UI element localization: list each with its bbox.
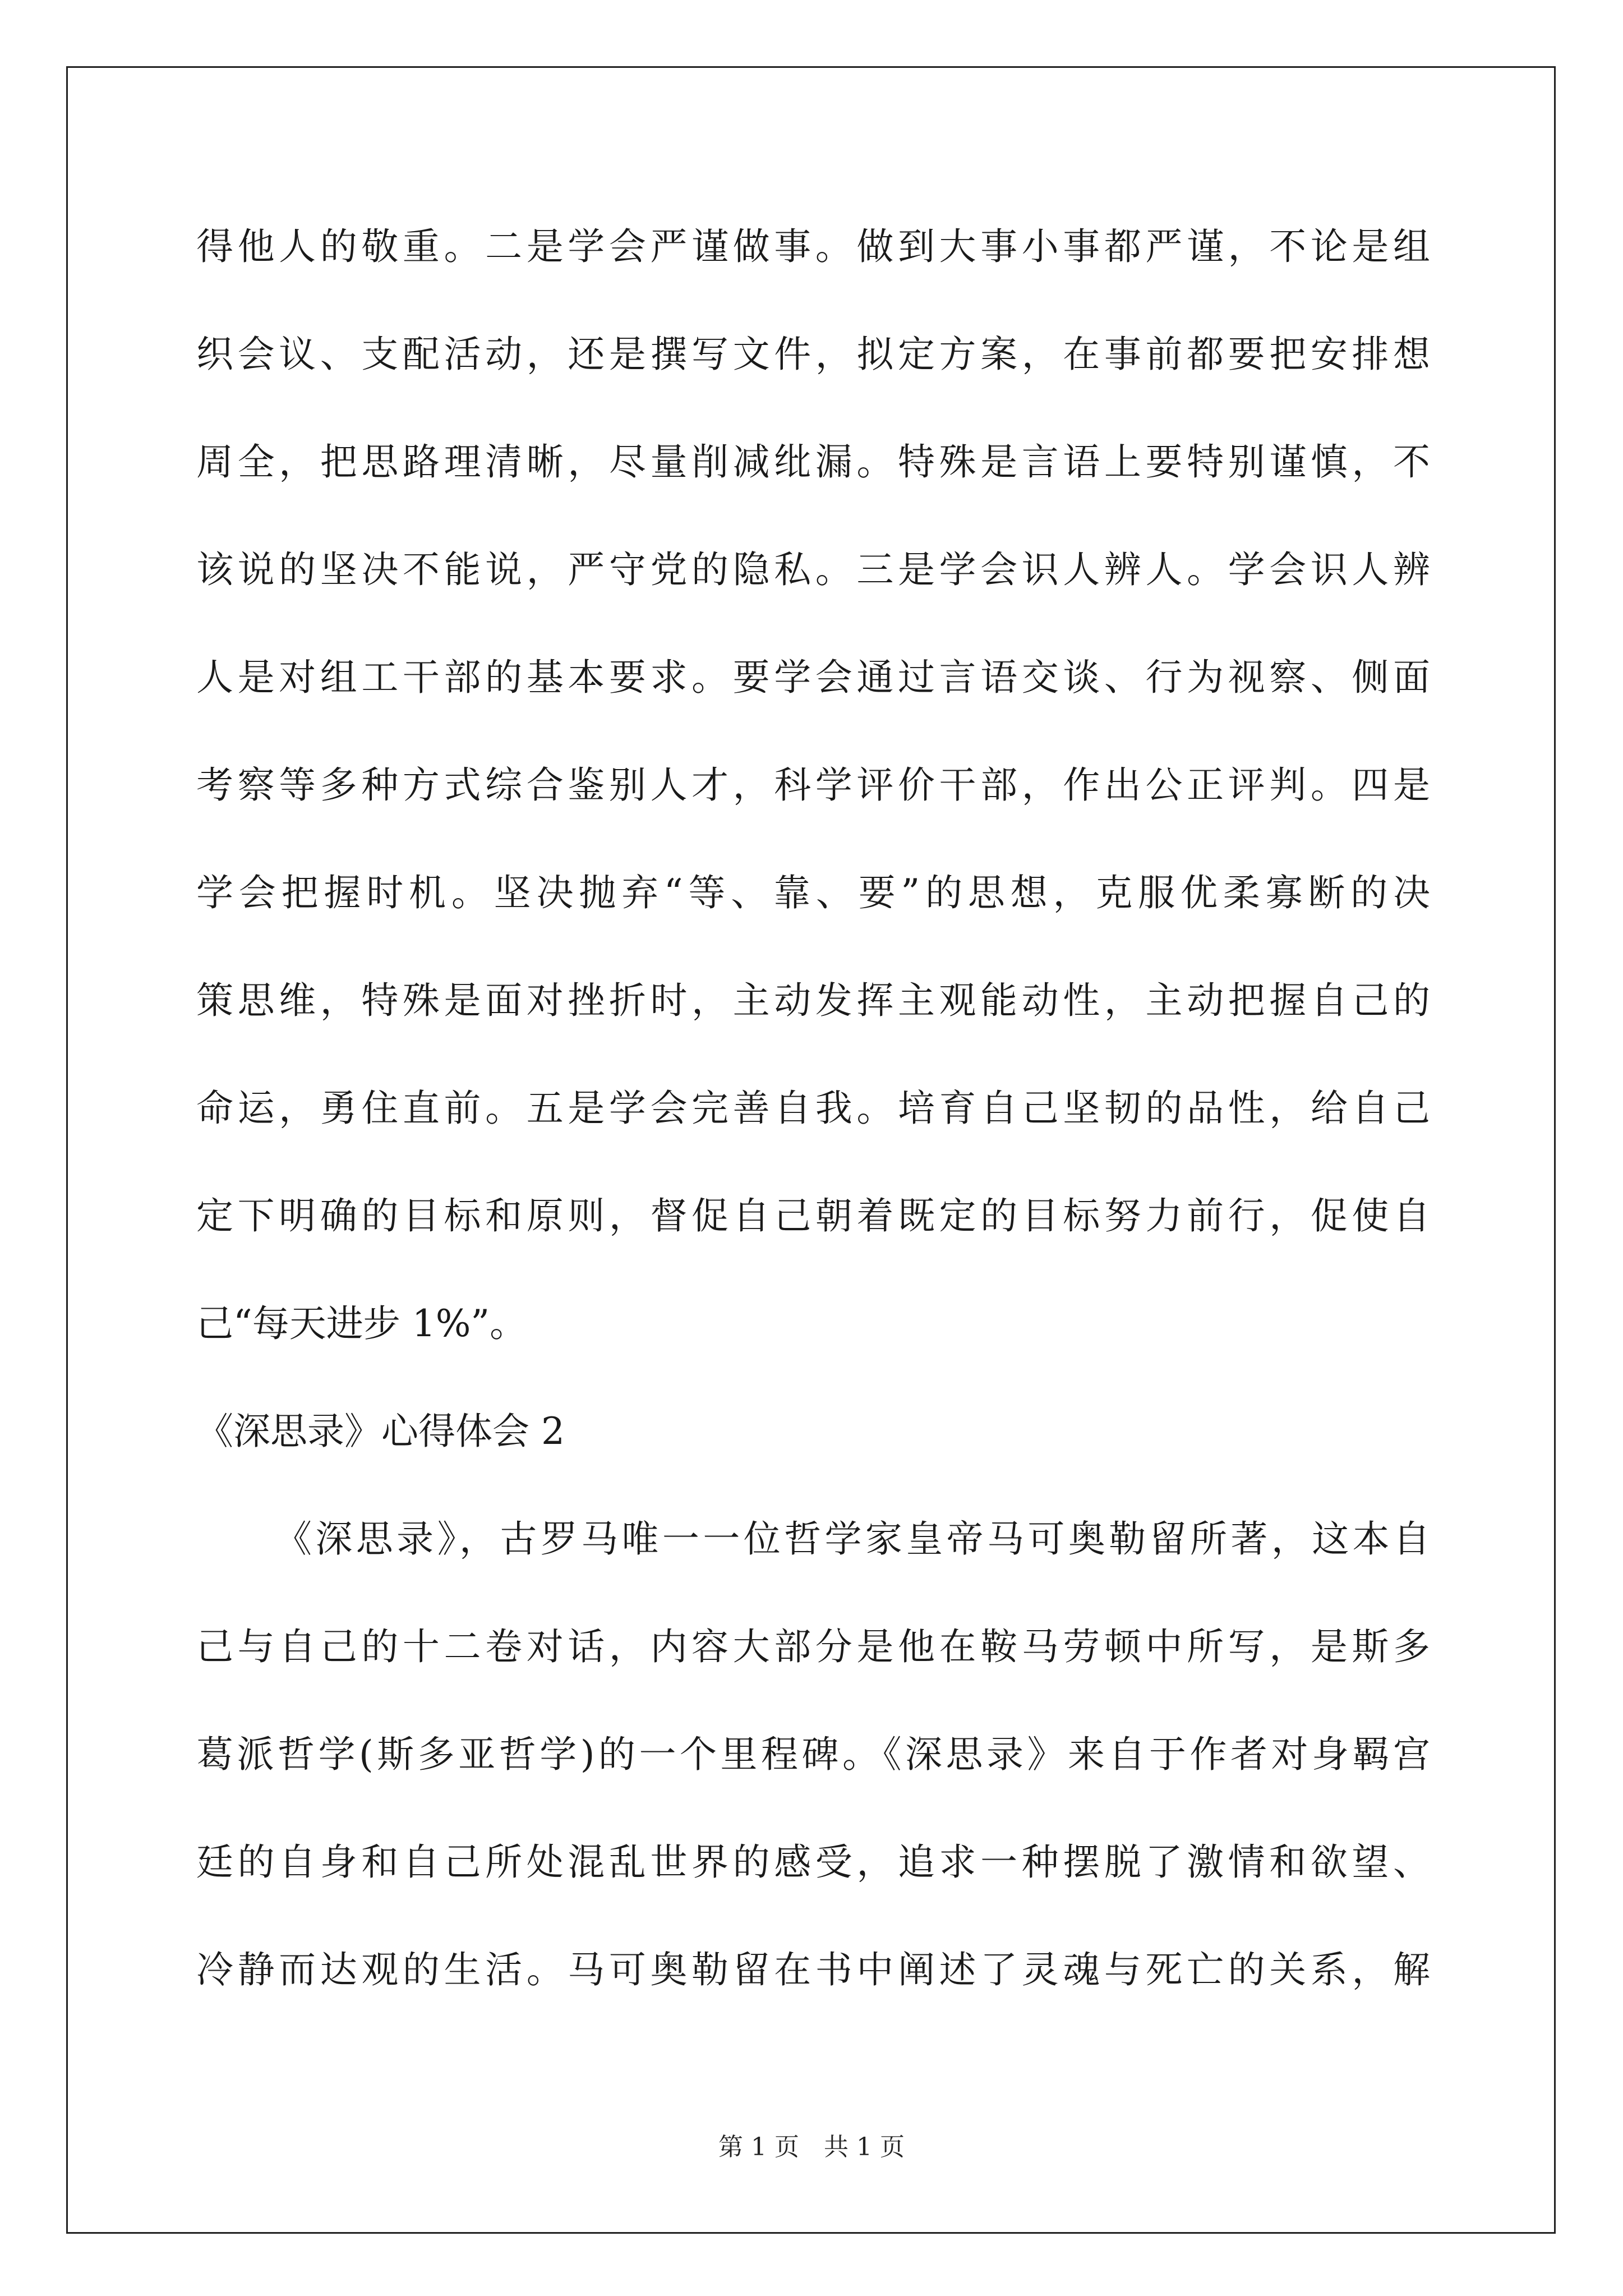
text-line: 人是对组工干部的基本要求。要学会通过言语交谈、行为视察、侧面 [196,656,1430,699]
text-line: 己与自己的十二卷对话，内容大部分是他在鞍马劳顿中所写，是斯多 [196,1625,1430,1668]
page-total: 共 1 页 [824,2133,905,2161]
page-number: 第 1 页 [718,2133,799,2161]
page-footer [0,2131,1623,2164]
text-line: 葛派哲学(斯多亚哲学)的一个里程碑。《深思录》来自于作者对身羁宫 [196,1733,1430,1776]
text-line: 定下明确的目标和原则，督促自己朝着既定的目标努力前行，促使自 [196,1194,1430,1237]
text-line: 命运，勇住直前。五是学会完善自我。培育自己坚韧的品性，给自己 [196,1087,1430,1130]
text-line: 得他人的敬重。二是学会严谨做事。做到大事小事都严谨，不论是组 [196,225,1430,268]
text-line: 考察等多种方式综合鉴别人才，科学评价干部，作出公正评判。四是 [196,763,1430,807]
text-line: 策思维，特殊是面对挫折时，主动发挥主观能动性，主动把握自己的 [196,979,1430,1022]
document-body [196,213,1430,2044]
section-heading: 《深思录》心得体会 2 [196,1410,565,1453]
text-line: 己“每天进步 1%”。 [196,1302,527,1345]
text-line: 冷静而达观的生活。马可奥勒留在书中阐述了灵魂与死亡的关系，解 [196,1948,1430,1991]
text-line: 《深思录》，古罗马唯一一位哲学家皇帝马可奥勒留所著，这本自 [275,1517,1430,1561]
text-line: 廷的自身和自己所处混乱世界的感受，追求一种摆脱了激情和欲望、 [196,1841,1430,1884]
text-line: 周全，把思路理清晰，尽量削减纰漏。特殊是言语上要特别谨慎，不 [196,440,1430,484]
text-line: 学会把握时机。坚决抛弃“等、靠、要”的思想，克服优柔寡断的决 [196,871,1430,914]
text-line: 该说的坚决不能说，严守党的隐私。三是学会识人辨人。学会识人辨 [196,548,1430,591]
text-line: 织会议、支配活动，还是撰写文件，拟定方案，在事前都要把安排想 [196,333,1430,376]
